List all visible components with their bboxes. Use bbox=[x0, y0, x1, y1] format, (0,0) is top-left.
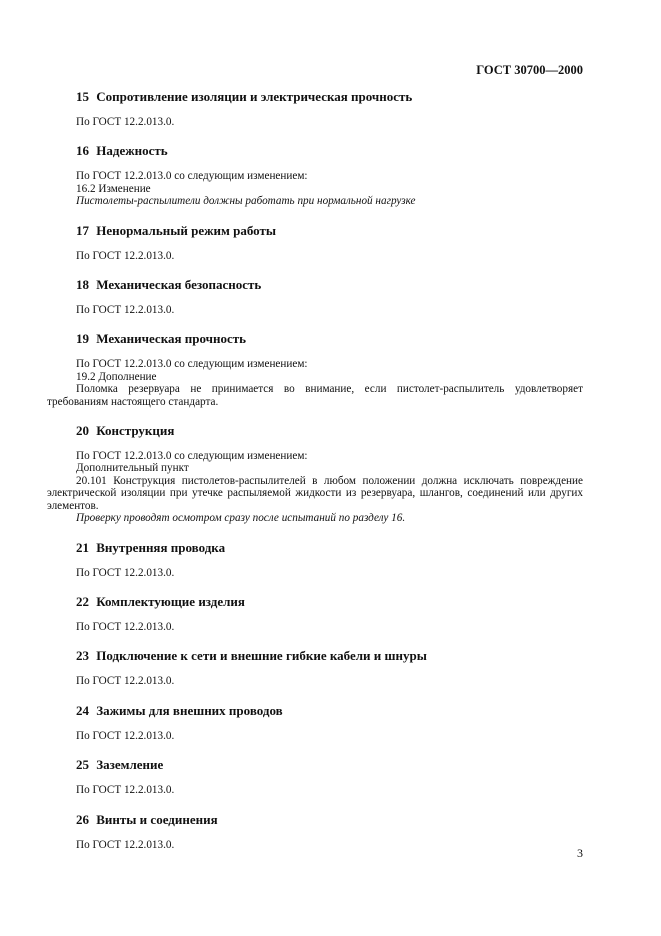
section-15 bbox=[47, 88, 583, 128]
subclause-label: 16.2 Изменение bbox=[76, 182, 151, 195]
section-text: По ГОСТ 12.2.013.0. bbox=[76, 304, 175, 317]
section-title bbox=[76, 142, 583, 160]
italic-note: Проверку проводят осмотром сразу после испытаний по разделу 16. bbox=[76, 512, 406, 525]
section-number: 20 bbox=[76, 423, 89, 439]
section-title bbox=[76, 330, 583, 348]
section-21 bbox=[47, 539, 583, 579]
section-text: По ГОСТ 12.2.013.0 со следующим изменением: bbox=[76, 358, 308, 371]
section-number: 21 bbox=[76, 539, 89, 555]
section-number: 17 bbox=[76, 222, 89, 238]
section-20 bbox=[47, 422, 583, 524]
document-code: ГОСТ 30700—2000 bbox=[476, 63, 583, 77]
section-title bbox=[76, 539, 583, 557]
section-title bbox=[76, 88, 583, 106]
section-title bbox=[76, 222, 583, 240]
section-text: По ГОСТ 12.2.013.0 со следующим изменением: bbox=[76, 450, 308, 463]
section-heading: Сопротивление изоляции и электрическая прочность bbox=[96, 89, 413, 104]
document-content bbox=[47, 88, 583, 851]
section-heading: Механическая прочность bbox=[96, 331, 247, 347]
section-text: По ГОСТ 12.2.013.0 со следующим изменением: bbox=[76, 170, 308, 183]
section-title bbox=[76, 756, 583, 774]
section-number: 15 bbox=[76, 89, 89, 104]
section-heading: Ненормальный режим работы bbox=[96, 222, 277, 238]
section-heading: Винты и соединения bbox=[96, 811, 218, 827]
section-24 bbox=[47, 702, 583, 742]
section-text: По ГОСТ 12.2.013.0. bbox=[76, 838, 175, 851]
section-heading: Механическая безопасность bbox=[96, 277, 262, 293]
section-title bbox=[76, 647, 583, 665]
section-title bbox=[76, 276, 583, 294]
section-19 bbox=[47, 330, 583, 408]
section-number: 25 bbox=[76, 757, 89, 773]
section-heading: Комплектующие изделия bbox=[96, 593, 245, 609]
section-heading: Зажимы для внешних проводов bbox=[96, 702, 283, 718]
section-text: По ГОСТ 12.2.013.0. bbox=[76, 620, 175, 633]
section-heading: Внутренняя проводка bbox=[96, 539, 226, 555]
page-number: 3 bbox=[577, 846, 583, 860]
clause-paragraph: 20.101 Конструкция пистолетов-распылителей в любом положении должна исключать повреждение электрической изоляции при утечке распыляемой жидкости из резервуара, шлангов, соединений или других элементов. bbox=[47, 474, 583, 512]
section-number: 18 bbox=[76, 277, 89, 293]
section-26 bbox=[47, 811, 583, 851]
section-heading: Заземление bbox=[96, 757, 164, 773]
section-number: 26 bbox=[76, 811, 89, 827]
section-17 bbox=[47, 222, 583, 262]
section-number: 19 bbox=[76, 331, 89, 347]
italic-note: Пистолеты-распылители должны работать при нормальной нагрузке bbox=[76, 195, 416, 208]
section-text: По ГОСТ 12.2.013.0. bbox=[76, 116, 175, 128]
section-number: 24 bbox=[76, 702, 89, 718]
section-text: По ГОСТ 12.2.013.0. bbox=[76, 729, 175, 742]
section-heading: Надежность bbox=[96, 143, 168, 159]
section-heading: Конструкция bbox=[96, 423, 175, 439]
section-16 bbox=[47, 142, 583, 207]
subclause-label: Дополнительный пункт bbox=[76, 462, 189, 475]
section-22 bbox=[47, 593, 583, 633]
subclause-label: 19.2 Дополнение bbox=[76, 370, 157, 383]
section-number: 16 bbox=[76, 143, 89, 159]
section-text: По ГОСТ 12.2.013.0. bbox=[76, 784, 175, 797]
section-25 bbox=[47, 756, 583, 796]
section-18 bbox=[47, 276, 583, 316]
section-heading: Подключение к сети и внешние гибкие кабели и шнуры bbox=[96, 648, 427, 664]
clause-paragraph: Поломка резервуара не принимается во внимание, если пистолет-распылитель удовлетворяет требованиям настоящего стандарта. bbox=[47, 383, 583, 408]
section-text: По ГОСТ 12.2.013.0. bbox=[76, 566, 175, 579]
section-23 bbox=[47, 647, 583, 687]
section-text: По ГОСТ 12.2.013.0. bbox=[76, 675, 175, 688]
section-text: По ГОСТ 12.2.013.0. bbox=[76, 249, 175, 262]
section-number: 22 bbox=[76, 593, 89, 609]
section-number: 23 bbox=[76, 648, 89, 664]
section-title bbox=[76, 702, 583, 720]
section-title bbox=[76, 593, 583, 611]
section-title bbox=[76, 422, 583, 440]
section-title bbox=[76, 811, 583, 829]
